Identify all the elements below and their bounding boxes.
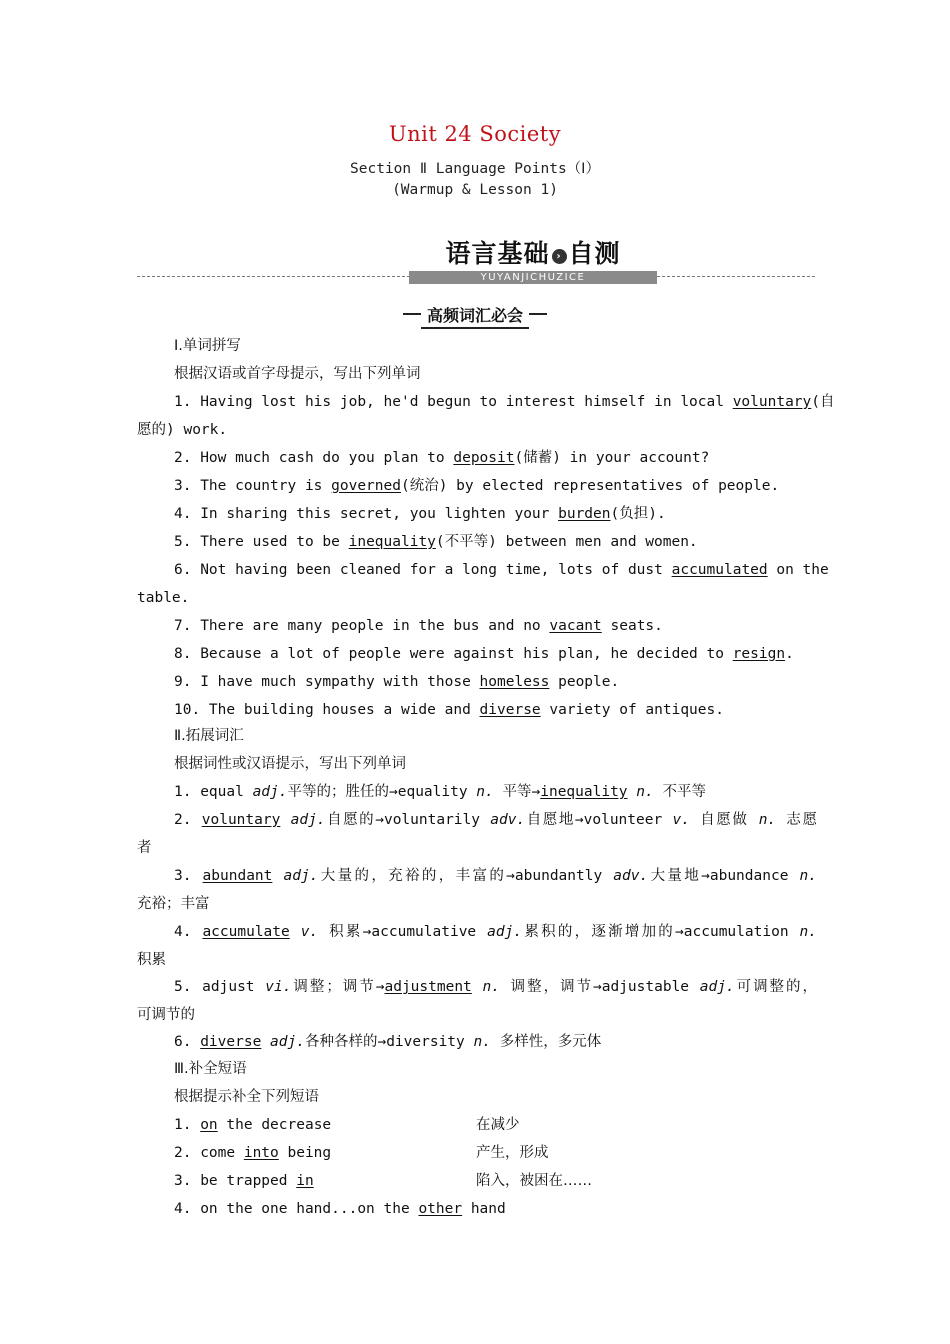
p3-item-3: 3. be trapped in (174, 1173, 314, 1189)
answer: voluntary (201, 812, 281, 828)
vocab-subheading-label: 高频词汇必会 (421, 305, 529, 329)
banner-title-a: 语言基础 (445, 239, 550, 268)
p2-item-2-cont: 者 (137, 840, 152, 856)
answer: into (243, 1145, 279, 1161)
p1-item-5: 5. There used to be inequality(不平等) between men and women. (174, 534, 698, 550)
p1-item-10: 10. The building houses a wide and diverse variety of antiques. (174, 702, 724, 718)
p2-item-2: 2. voluntary adj.自愿的→voluntarily adv.自愿地→volunteer v. 自愿做 n. 志愿 (174, 812, 817, 828)
banner-pinyin: YUYANJICHUZICE (409, 271, 657, 284)
section-subtitle: Section Ⅱ Language Points（Ⅰ） (350, 161, 600, 177)
answer: abundant (202, 868, 273, 884)
p2-item-4-cont: 积累 (137, 952, 166, 968)
p1-item-6: 6. Not having been cleaned for a long time, lots of dust accumulated on the (174, 562, 829, 578)
page-title: Unit 24 Society (388, 122, 562, 146)
answer: resign (732, 646, 786, 662)
answer: accumulate (202, 924, 290, 940)
answer: inequality (540, 784, 628, 800)
p3-item-2: 2. come into being (174, 1145, 332, 1161)
answer: deposit (453, 450, 515, 466)
part2-instruction: 根据词性或汉语提示，写出下列单词 (174, 756, 406, 772)
p3-item-3-meaning: 陷入，被困在…… (476, 1173, 592, 1189)
answer: burden (558, 506, 611, 522)
answer: inequality (348, 534, 436, 550)
answer: vacant (549, 618, 602, 634)
chevron-right-icon: › (552, 249, 567, 264)
part3-heading: Ⅲ.补全短语 (174, 1061, 247, 1077)
p1-item-1: 1. Having lost his job, he'd begun to interest himself in local voluntary(自 (174, 394, 835, 410)
answer: diverse (479, 702, 541, 718)
p1-item-9: 9. I have much sympathy with those homeless people. (174, 674, 620, 690)
p1-item-1-cont: 愿的) work. (137, 422, 228, 438)
answer: other (418, 1201, 463, 1217)
answer: voluntary (732, 394, 812, 410)
lesson-subtitle: (Warmup & Lesson 1) (392, 182, 558, 198)
p2-item-5: 5. adjust vi.调整；调节→adjustment n. 调整，调节→adjustable adj.可调整的， (174, 979, 817, 995)
p2-item-3-cont: 充裕；丰富 (137, 896, 210, 912)
p1-item-8: 8. Because a lot of people were against his plan, he decided to resign. (174, 646, 794, 662)
p2-item-4: 4. accumulate v. 积累→accumulative adj.累积的，逐渐增加的→accumulation n. (174, 924, 817, 940)
answer: homeless (479, 674, 550, 690)
p2-item-3: 3. abundant adj.大量的，充裕的，丰富的→abundantly adv.大量地→abundance n. (174, 868, 817, 884)
vocab-subheading (0, 305, 950, 329)
p2-item-6: 6. diverse adj.各种各样的→diversity n. 多样性，多元体 (174, 1034, 602, 1050)
p2-item-5-cont: 可调节的 (137, 1007, 195, 1023)
answer: adjustment (384, 979, 472, 995)
banner-title-b: 自测 (568, 239, 621, 268)
answer: diverse (200, 1034, 262, 1050)
p1-item-7: 7. There are many people in the bus and no vacant seats. (174, 618, 663, 634)
part1-instruction: 根据汉语或首字母提示，写出下列单词 (174, 366, 421, 382)
p3-item-1: 1. on the decrease (174, 1117, 332, 1133)
part1-heading: Ⅰ.单词拼写 (174, 338, 241, 354)
answer: in (296, 1173, 314, 1189)
part2-heading: Ⅱ.拓展词汇 (174, 728, 244, 744)
answer: accumulated (671, 562, 768, 578)
part3-instruction: 根据提示补全下列短语 (174, 1089, 319, 1105)
p1-item-3: 3. The country is governed(统治) by elected representatives of people. (174, 478, 780, 494)
p3-item-2-meaning: 产生，形成 (476, 1145, 549, 1161)
answer: on (200, 1117, 218, 1133)
p1-item-4: 4. In sharing this secret, you lighten your burden(负担). (174, 506, 666, 522)
answer: governed (331, 478, 401, 494)
section-banner (137, 238, 815, 288)
p3-item-1-meaning: 在减少 (476, 1117, 520, 1133)
p1-item-2: 2. How much cash do you plan to deposit(储蓄) in your account? (174, 450, 710, 466)
p2-item-1: 1. equal adj.平等的；胜任的→equality n. 平等→inequality n. 不平等 (174, 784, 706, 800)
p1-item-6-cont: table. (137, 590, 190, 606)
p3-item-4: 4. on the one hand...on the other hand (174, 1201, 506, 1217)
